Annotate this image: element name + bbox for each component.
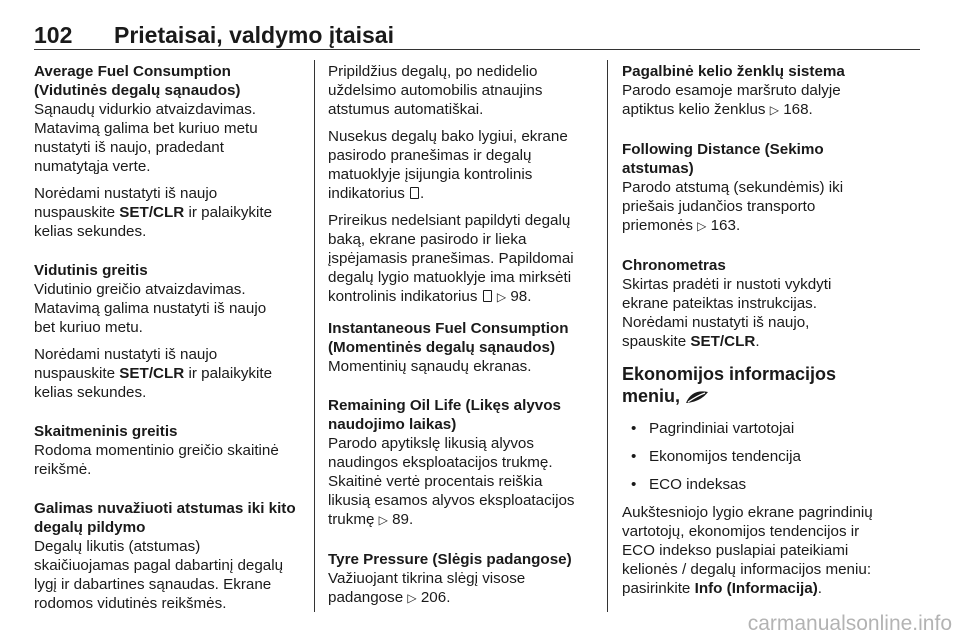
paragraph: Parodo apytikslę likusią alyvos naudingos eksploatacijos trukmę. Skaitinė vertė procentais reiškia likusią esamos alyvos eksploatacijos trukmę ▷ 89.	[328, 435, 575, 528]
section-heading: Pagalbinė kelio ženklų sistema	[622, 63, 845, 80]
page-ref-arrow-icon: ▷	[769, 103, 779, 117]
eco-leaf-icon	[684, 389, 710, 405]
fuel-pump-icon	[483, 290, 492, 302]
key-label: SET/CLR	[119, 204, 185, 221]
section-heading: Galimas nuvažiuoti atstumas iki kito degalų pildymo	[34, 500, 296, 536]
section-following-distance	[622, 140, 922, 236]
section-heading: Ekonomijos informacijos meniu,	[622, 364, 837, 406]
page-ref-arrow-icon: ▷	[496, 290, 507, 304]
paragraph: Pripildžius degalų, po nedidelio uždelsimo automobilis atnaujins atstumus automatiškai.	[328, 63, 543, 118]
paragraph: Vidutinio greičio atvaizdavimas. Matavimą galima nustatyti iš naujo bet kuriuo metu.	[34, 281, 267, 336]
watermark: carmanualsonline.info	[747, 612, 952, 635]
paragraph: Norėdami nustatyti iš naujo nuspauskite SET/CLR ir palaikykite kelias sekundes.	[34, 346, 273, 401]
paragraph: Parodo esamoje maršruto dalyje aptiktus kelio ženklus ▷ 168.	[622, 82, 841, 118]
key-label: SET/CLR	[690, 333, 756, 350]
paragraph: Rodoma momentinio greičio skaitinė reikšmė.	[34, 442, 279, 478]
section-heading: Average Fuel Consumption (Vidutinės degalų sąnaudos)	[34, 63, 241, 99]
list-item: • ECO indeksas	[622, 475, 922, 494]
page-number: 102	[34, 22, 73, 48]
section-eco-menu	[622, 363, 922, 598]
paragraph: Skirtas pradėti ir nustoti vykdyti ekrane pateiktas instrukcijas. Norėdami nustatyti iš naujo, spauskite SET/CLR.	[622, 276, 832, 350]
page-reference[interactable]: 89.	[392, 511, 414, 528]
paragraph: Nusekus degalų bako lygiui, ekrane pasirodo pranešimas ir degalų matuoklyje įsijungia kontrolinis indikatorius .	[328, 128, 568, 202]
page-reference[interactable]: 98.	[510, 288, 532, 305]
page-reference[interactable]: 168.	[783, 101, 813, 118]
section-heading: Following Distance (Sekimo atstumas)	[622, 141, 824, 177]
column-divider	[314, 60, 315, 612]
section-tyre-pressure	[328, 550, 598, 608]
fuel-pump-icon	[410, 187, 419, 199]
section-range	[34, 499, 306, 613]
section-chronometer	[622, 256, 922, 351]
page-reference[interactable]: 163.	[710, 217, 741, 234]
header-rule	[34, 49, 920, 50]
paragraph: Prireikus nedelsiant papildyti degalų baką, ekrane pasirodo ir lieka įspėjamasis pranešimas. Papildomai degalų lygio matuoklyje ima mirksėti kontrolinis indikatorius ▷ 98.	[328, 212, 574, 305]
column-3	[622, 62, 922, 606]
list-item: • Ekonomijos tendencija	[622, 447, 922, 466]
section-heading: Instantaneous Fuel Consumption (Momentinės degalų sąnaudos)	[328, 320, 569, 356]
page-ref-arrow-icon: ▷	[697, 219, 707, 233]
section-average-fuel-consumption	[34, 62, 306, 241]
section-heading: Tyre Pressure (Slėgis padangose)	[328, 551, 572, 568]
section-heading: Chronometras	[622, 257, 726, 274]
paragraph: Sąnaudų vidurkio atvaizdavimas. Matavimą galima bet kuriuo metu nustatyti iš naujo, pradedant numatytąja verte.	[34, 101, 258, 175]
section-heading: Remaining Oil Life (Likęs alyvos naudojimo laikas)	[328, 397, 561, 433]
column-1	[34, 62, 306, 633]
page-header	[34, 22, 924, 52]
menu-item-label: Info (Informacija)	[694, 580, 818, 597]
column-2	[328, 62, 598, 628]
section-average-speed	[34, 261, 306, 402]
section-instantaneous-fuel	[328, 319, 598, 376]
section-oil-life	[328, 396, 598, 530]
paragraph: Norėdami nustatyti iš naujo nuspauskite SET/CLR ir palaikykite kelias sekundes.	[34, 185, 273, 240]
page-title: Prietaisai, valdymo įtaisai	[114, 22, 394, 48]
page-reference[interactable]: 206.	[420, 589, 451, 606]
paragraph: Aukštesniojo lygio ekrane pagrindinių vartotojų, ekonomijos tendencijos ir ECO indekso puslapiai pateikiami kelionės / degalų informacijos meniu: pasirinkite Info (Informacija).	[622, 504, 873, 597]
section-heading: Skaitmeninis greitis	[34, 423, 178, 440]
paragraph: Degalų likutis (atstumas) skaičiuojamas pagal dabartinį degalų lygį ir dabartines sąnaudas. Ekrane rodomos vidutinės reikšmės.	[34, 538, 284, 612]
section-digital-speed	[34, 422, 306, 479]
page-ref-arrow-icon: ▷	[378, 513, 388, 527]
paragraph: Momentinių sąnaudų ekranas.	[328, 358, 532, 375]
section-traffic-sign-assist	[622, 62, 922, 120]
section-heading: Vidutinis greitis	[34, 262, 148, 279]
list-item: • Pagrindiniai vartotojai	[622, 419, 922, 438]
paragraph: Parodo atstumą (sekundėmis) iki priešais judančios transporto priemonės ▷ 163.	[622, 179, 844, 234]
key-label: SET/CLR	[119, 365, 185, 382]
section-range-continued	[328, 62, 598, 307]
column-divider	[607, 60, 608, 612]
page-ref-arrow-icon: ▷	[407, 591, 417, 605]
paragraph: Važiuojant tikrina slėgį visose padangose ▷ 206.	[328, 570, 526, 606]
